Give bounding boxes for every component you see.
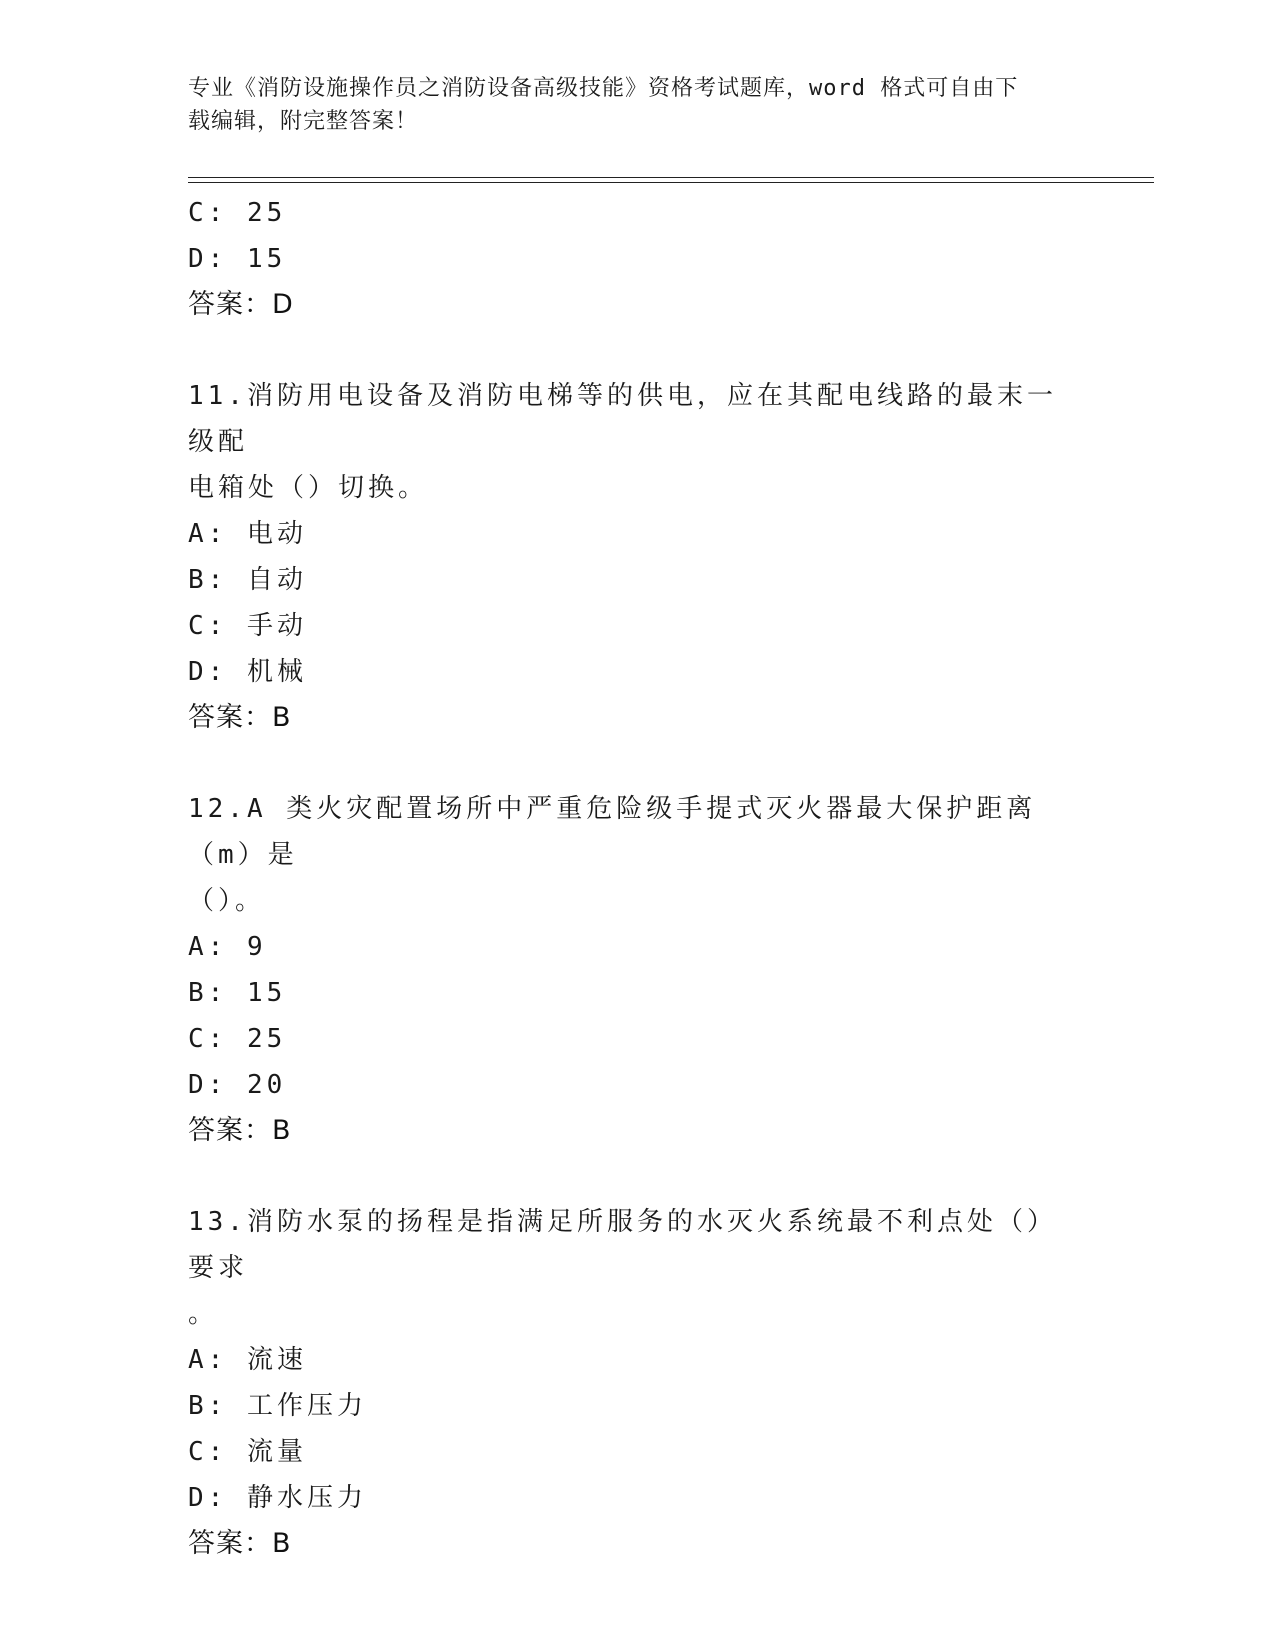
header-rule-top [188,177,1154,178]
question-text-line-2: 。 [188,1299,219,1329]
option-b: B: 工作压力 [188,1391,367,1421]
option-d: D: 静水压力 [188,1483,367,1513]
option-c: C: 手动 [188,611,307,641]
answer-line: 答案：B [188,702,292,733]
option-b: B: 自动 [188,565,307,595]
option-c: C: 流量 [188,1437,307,1467]
option-d: D: 15 [188,244,287,274]
question-12 [188,786,1088,1154]
previous-question-tail [188,190,1088,328]
header-rule-bottom [188,182,1154,183]
option-a: A: 电动 [188,519,307,549]
answer-line: 答案：B [188,1115,292,1146]
option-a: A: 流速 [188,1345,307,1375]
question-11 [188,373,1088,741]
question-text-line-1: 13.消防水泵的扬程是指满足所服务的水灭火系统最不利点处（）要求 [188,1207,1057,1283]
question-list [188,190,1088,1567]
question-text-line-1: 12.A 类火灾配置场所中严重危险级手提式灭火器最大保护距离（m）是 [188,794,1037,870]
document-header [188,72,1068,138]
question-text-line-1: 11.消防用电设备及消防电梯等的供电，应在其配电线路的最末一级配 [188,381,1057,457]
option-c: C: 25 [188,198,287,228]
question-text-line-2: （）。 [188,886,266,916]
option-d: D: 机械 [188,657,307,687]
option-b: B: 15 [188,978,287,1008]
option-c: C: 25 [188,1024,287,1054]
answer-line: 答案：B [188,1528,292,1559]
option-a: A: 9 [188,932,267,962]
header-line-1: 专业《消防设施操作员之消防设备高级技能》资格考试题库，word 格式可自由下 [188,76,1019,101]
question-13 [188,1199,1088,1567]
header-line-2: 载编辑，附完整答案！ [188,109,419,134]
question-text-line-2: 电箱处（）切换。 [188,473,429,503]
option-d: D: 20 [188,1070,287,1100]
answer-line: 答案：D [188,289,294,320]
